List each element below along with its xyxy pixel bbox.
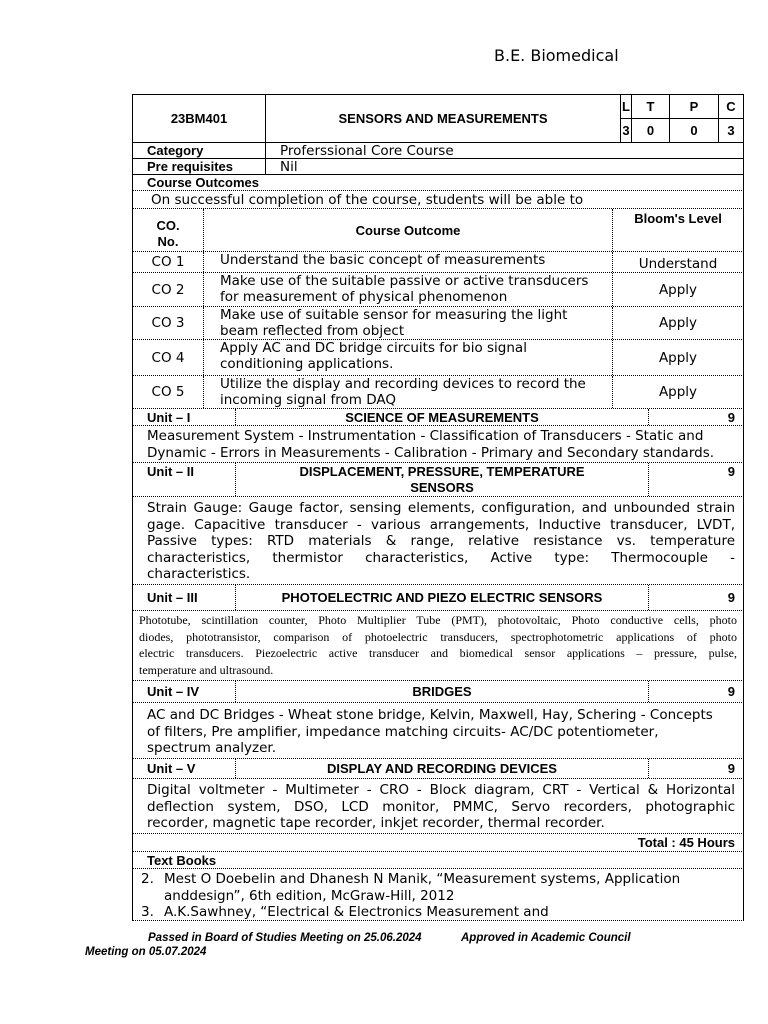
co-number: CO 1 bbox=[151, 254, 185, 270]
unit-content bbox=[147, 428, 735, 461]
textbook-item bbox=[141, 871, 735, 904]
unit-hours: 9 bbox=[648, 759, 743, 778]
unit-content-row bbox=[132, 497, 744, 585]
unit-content-row bbox=[132, 426, 744, 463]
unit-header-row bbox=[132, 759, 744, 779]
co-description bbox=[203, 376, 612, 408]
co-header-line2: No. bbox=[157, 234, 179, 249]
unit-header-row bbox=[132, 463, 744, 497]
co-blooms-level: Apply bbox=[612, 340, 743, 375]
co-description bbox=[203, 307, 612, 339]
ltpc-label-c: C bbox=[718, 95, 743, 118]
prerequisites-value: Nil bbox=[265, 159, 743, 174]
unit-header-row bbox=[132, 409, 744, 426]
unit-label: Unit – II bbox=[147, 464, 194, 479]
unit-title-line: SENSORS bbox=[410, 479, 474, 495]
co-description-line: Make use of suitable sensor for measuring the light bbox=[220, 307, 568, 323]
course-outcomes-intro-row bbox=[132, 191, 744, 209]
co-description-line: conditioning applications. bbox=[220, 356, 394, 372]
blooms-level-header: Bloom's Level bbox=[612, 209, 743, 251]
co-description-line: for measurement of physical phenomenon bbox=[220, 289, 508, 305]
unit-header-row bbox=[132, 681, 744, 703]
unit-hours: 9 bbox=[648, 585, 743, 610]
course-header-row bbox=[132, 94, 744, 143]
unit-content-line: characteristics. bbox=[147, 566, 251, 582]
unit-title bbox=[235, 463, 648, 496]
co-description-line: Utilize the display and recording devices to record the bbox=[220, 376, 586, 392]
unit-content-line: AC and DC Bridges - Wheat stone bridge, Kelvin, Maxwell, Hay, Schering - Concepts bbox=[147, 707, 713, 723]
unit-content-line: gage. Capacitive transducer - various arrangements, Inductive transducer, LVDT, bbox=[147, 516, 735, 533]
unit-label: Unit – I bbox=[147, 409, 191, 425]
unit-content-line: Measurement System - Instrumentation - Classification of Transducers - Static and bbox=[147, 428, 704, 444]
unit-label: Unit – IV bbox=[147, 684, 200, 699]
textbook-item bbox=[141, 904, 735, 921]
unit-content-line: characteristics, thermistor characteristics, Active type: Thermocouple - bbox=[147, 549, 735, 566]
unit-content-line: Passive types: RTD materials & range, relative resistance vs. temperature bbox=[147, 533, 735, 549]
unit-title: PHOTOELECTRIC AND PIEZO ELECTRIC SENSORS bbox=[235, 585, 648, 610]
course-outcomes-intro: On successful completion of the course, students will be able to bbox=[151, 191, 584, 208]
textbook-number: 3. bbox=[141, 904, 154, 920]
total-hours-row bbox=[132, 834, 744, 852]
footer-council-approval: Approved in Academic Council bbox=[461, 932, 631, 944]
co-blooms-level: Apply bbox=[612, 376, 743, 408]
co-header-line1: CO. bbox=[156, 218, 180, 233]
co-number-header bbox=[133, 209, 203, 251]
course-code: 23BM401 bbox=[170, 111, 228, 126]
unit-title-line: DISPLACEMENT, PRESSURE, TEMPERATURE bbox=[299, 464, 585, 479]
unit-hours: 9 bbox=[648, 409, 743, 425]
co-blooms-level: Apply bbox=[612, 307, 743, 339]
co-description bbox=[203, 273, 612, 306]
prerequisites-label: Pre requisites bbox=[147, 159, 233, 174]
textbooks-heading: Text Books bbox=[147, 852, 217, 868]
unit-content-line: diodes, phototransistor, comparison of photoelectric transducers, spectrophotometric applications of photo bbox=[139, 629, 737, 644]
unit-content-line: temperature and ultrasound. bbox=[139, 662, 274, 677]
co-number: CO 4 bbox=[151, 349, 185, 366]
co-description-line: beam reflected from object bbox=[220, 323, 405, 339]
footer-council-date: Meeting on 05.07.2024 bbox=[85, 946, 207, 958]
category-value: Proferssional Core Course bbox=[265, 143, 743, 158]
textbook-line: Mest O Doebelin and Dhanesh N Manik, “Measurement systems, Application bbox=[164, 871, 681, 887]
outcome-row bbox=[132, 376, 744, 409]
total-hours: Total : 45 Hours bbox=[637, 835, 735, 850]
unit-content-line: Digital voltmeter - Multimeter - CRO - Block diagram, CRT - Vertical & Horizontal bbox=[147, 782, 735, 798]
unit-content bbox=[147, 500, 735, 583]
co-blooms-level: Apply bbox=[612, 273, 743, 306]
syllabus-table bbox=[132, 94, 744, 921]
ltpc-label-t: T bbox=[631, 95, 669, 118]
ltpc-grid bbox=[620, 95, 743, 142]
unit-content-row bbox=[132, 779, 744, 834]
textbooks-list bbox=[132, 869, 744, 921]
unit-content-line: electric transducers. Piezoelectric active transducer and biomedical sensor applications – pressure, pulse, bbox=[139, 646, 737, 660]
unit-content-line: Strain Gauge: Gauge factor, sensing elements, configuration, and unbounded strain bbox=[147, 500, 735, 516]
textbooks-heading-row bbox=[132, 852, 744, 869]
co-description-line: incoming signal from DAQ bbox=[220, 392, 397, 408]
unit-content-row bbox=[132, 703, 744, 759]
unit-content-line: Phototube, scintillation counter, Photo Multiplier Tube (PMT), photovoltaic, Photo conductive cells, photo bbox=[139, 613, 737, 627]
course-outcomes-heading: Course Outcomes bbox=[147, 175, 259, 190]
co-description-line: Apply AC and DC bridge circuits for bio signal bbox=[220, 340, 527, 356]
textbook-line: anddesign”, 6th edition, McGraw-Hill, 2012 bbox=[164, 887, 455, 904]
unit-label: Unit – III bbox=[147, 590, 198, 605]
unit-content-line: Dynamic - Errors in Measurements - Calibration - Primary and Secondary standards. bbox=[147, 444, 715, 461]
unit-hours: 9 bbox=[648, 463, 743, 496]
ltpc-value-c: 3 bbox=[718, 119, 743, 142]
outcome-row bbox=[132, 252, 744, 273]
unit-content-line: of filters, Pre amplifier, impedance matching circuits- AC/DC potentiometer, bbox=[147, 723, 659, 740]
unit-header-row bbox=[132, 585, 744, 611]
ltpc-value-t: 0 bbox=[631, 119, 669, 142]
unit-content-line: deflection system, DSO, LCD monitor, PMMC, Servo recorders, photographic bbox=[147, 798, 735, 815]
co-description bbox=[203, 252, 612, 272]
unit-content bbox=[147, 707, 735, 757]
course-title: SENSORS AND MEASUREMENTS bbox=[265, 95, 620, 142]
ltpc-label-p: P bbox=[669, 95, 718, 118]
unit-content-line: spectrum analyzer. bbox=[147, 740, 277, 756]
outcome-table-header bbox=[132, 209, 744, 252]
ltpc-label-l: L bbox=[622, 99, 630, 114]
unit-content-line: recorder, magnetic tape recorder, inkjet recorder, thermal recorder. bbox=[147, 815, 605, 831]
course-outcomes-heading-row bbox=[132, 175, 744, 191]
ltpc-value-l: 3 bbox=[622, 123, 630, 138]
co-number: CO 2 bbox=[151, 281, 185, 298]
unit-title: SCIENCE OF MEASUREMENTS bbox=[235, 409, 648, 425]
program-heading: B.E. Biomedical bbox=[494, 46, 619, 65]
unit-content bbox=[147, 782, 735, 832]
co-description bbox=[203, 340, 612, 375]
textbook-number: 2. bbox=[141, 871, 154, 887]
footer-board-approval: Passed in Board of Studies Meeting on 25.06.2024 bbox=[148, 932, 422, 944]
co-description-line: Make use of the suitable passive or active transducers bbox=[220, 273, 589, 289]
unit-content-row bbox=[132, 611, 744, 681]
co-number: CO 5 bbox=[151, 384, 185, 400]
ltpc-value-p: 0 bbox=[669, 119, 718, 142]
textbook-line: A.K.Sawhney, “Electrical & Electronics Measurement and bbox=[164, 904, 549, 920]
textbook-items bbox=[141, 871, 735, 921]
outcome-row bbox=[132, 307, 744, 340]
co-number: CO 3 bbox=[151, 315, 185, 331]
prerequisites-row bbox=[132, 159, 744, 175]
unit-title: DISPLAY AND RECORDING DEVICES bbox=[235, 759, 648, 778]
category-row bbox=[132, 143, 744, 159]
unit-content bbox=[139, 612, 737, 678]
course-outcome-header: Course Outcome bbox=[203, 209, 612, 251]
unit-title: BRIDGES bbox=[235, 681, 648, 702]
category-label: Category bbox=[147, 143, 204, 158]
outcome-row bbox=[132, 273, 744, 307]
unit-label: Unit – V bbox=[147, 761, 196, 776]
unit-hours: 9 bbox=[648, 681, 743, 702]
co-blooms-level: Understand bbox=[612, 252, 743, 272]
co-description-line: Understand the basic concept of measurements bbox=[220, 252, 546, 268]
outcome-row bbox=[132, 340, 744, 376]
